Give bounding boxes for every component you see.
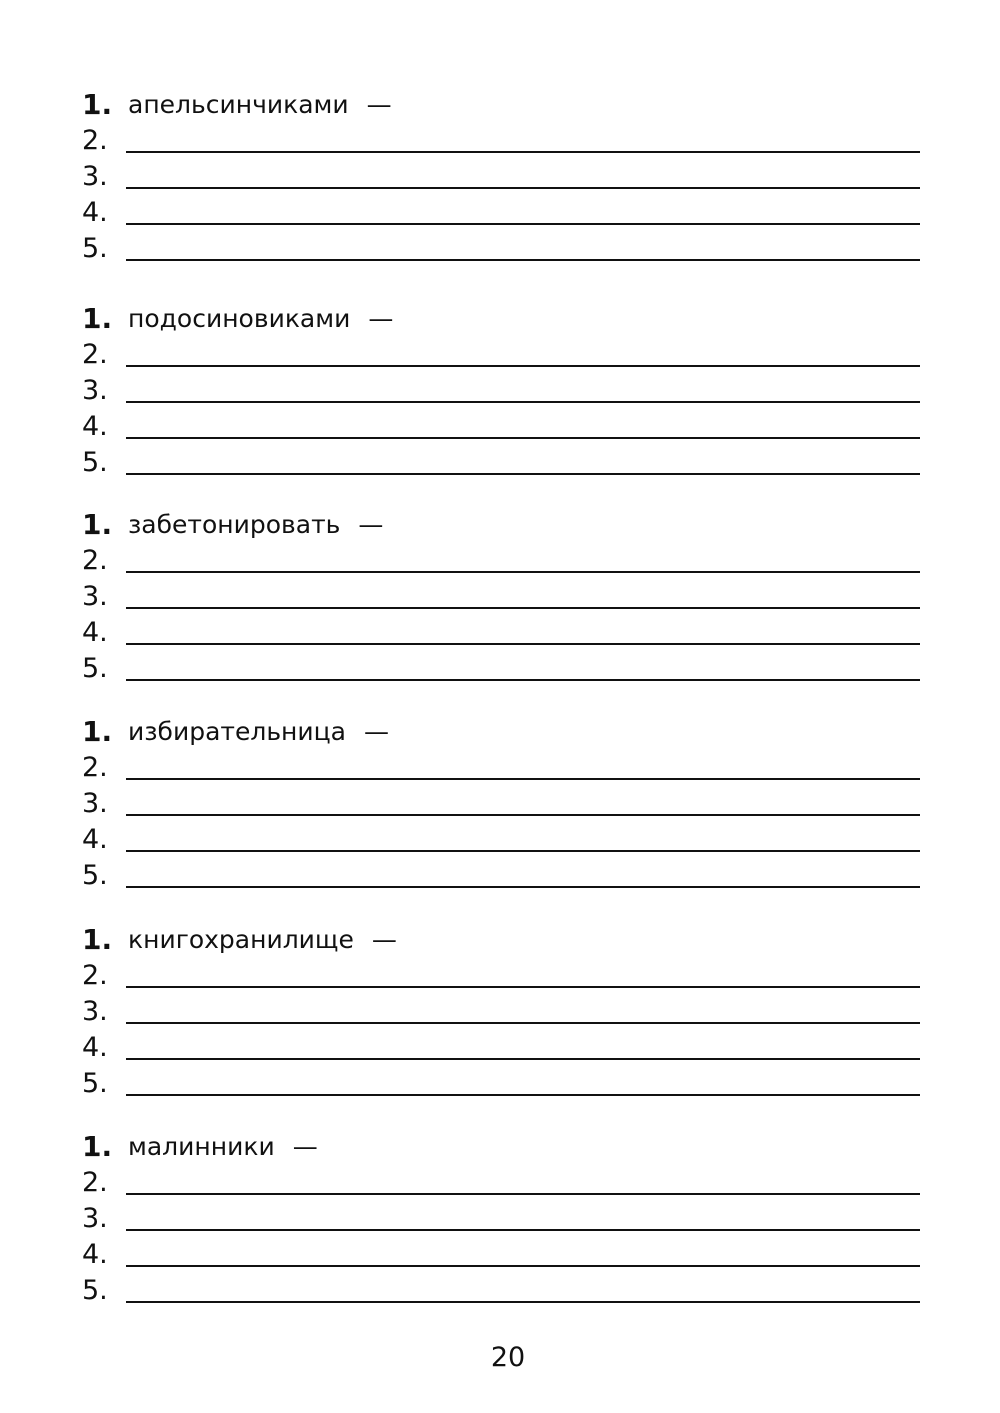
answer-row[interactable] (82, 991, 920, 1027)
exercise-heading (82, 500, 920, 540)
exercise-heading (82, 294, 920, 334)
item-number: 3. (82, 375, 108, 406)
answer-row[interactable] (82, 1198, 920, 1234)
answer-row[interactable] (82, 1234, 920, 1270)
answer-row[interactable] (82, 783, 920, 819)
item-number: 2. (82, 1167, 108, 1198)
answer-row[interactable] (82, 955, 920, 991)
item-number: 5. (82, 1068, 108, 1099)
answer-line[interactable] (126, 643, 920, 645)
answer-line[interactable] (126, 473, 920, 475)
answer-line[interactable] (126, 814, 920, 816)
dash: — (358, 510, 384, 539)
item-number: 5. (82, 1275, 108, 1306)
exercise-block (82, 80, 920, 264)
answer-line[interactable] (126, 986, 920, 988)
answer-row[interactable] (82, 370, 920, 406)
answer-line[interactable] (126, 259, 920, 261)
exercise-block (82, 707, 920, 891)
dash: — (292, 1132, 318, 1161)
answer-line[interactable] (126, 1301, 920, 1303)
answer-line[interactable] (126, 365, 920, 367)
item-number: 3. (82, 788, 108, 819)
exercise-block (82, 500, 920, 684)
answer-row[interactable] (82, 442, 920, 478)
exercise-word: апельсинчиками (128, 90, 349, 119)
answer-line[interactable] (126, 1265, 920, 1267)
item-number: 1. (82, 715, 113, 748)
answer-row[interactable] (82, 156, 920, 192)
item-number: 3. (82, 161, 108, 192)
item-number: 2. (82, 960, 108, 991)
item-number: 4. (82, 824, 108, 855)
item-number: 2. (82, 752, 108, 783)
item-number: 1. (82, 508, 113, 541)
answer-line[interactable] (126, 679, 920, 681)
item-number: 5. (82, 447, 108, 478)
dash: — (363, 717, 389, 746)
answer-line[interactable] (126, 1193, 920, 1195)
exercise-heading (82, 1122, 920, 1162)
answer-line[interactable] (126, 1094, 920, 1096)
item-number: 2. (82, 545, 108, 576)
exercise-word: избирательница (128, 717, 346, 746)
exercise-word: забетонировать (128, 510, 341, 539)
answer-row[interactable] (82, 1162, 920, 1198)
answer-row[interactable] (82, 576, 920, 612)
answer-line[interactable] (126, 607, 920, 609)
answer-row[interactable] (82, 819, 920, 855)
item-number: 5. (82, 233, 108, 264)
exercise-block (82, 915, 920, 1099)
answer-row[interactable] (82, 406, 920, 442)
answer-line[interactable] (126, 437, 920, 439)
answer-line[interactable] (126, 223, 920, 225)
item-number: 2. (82, 125, 108, 156)
answer-line[interactable] (126, 571, 920, 573)
exercise-word: подосиновиками (128, 304, 351, 333)
item-number: 1. (82, 88, 113, 121)
exercise-heading (82, 707, 920, 747)
answer-line[interactable] (126, 151, 920, 153)
answer-row[interactable] (82, 648, 920, 684)
answer-line[interactable] (126, 187, 920, 189)
answer-row[interactable] (82, 1270, 920, 1306)
answer-line[interactable] (126, 401, 920, 403)
item-number: 4. (82, 411, 108, 442)
answer-line[interactable] (126, 1058, 920, 1060)
dash: — (366, 90, 392, 119)
page-number: 20 (490, 1342, 526, 1373)
answer-row[interactable] (82, 747, 920, 783)
answer-row[interactable] (82, 192, 920, 228)
exercise-heading (82, 915, 920, 955)
item-number: 2. (82, 339, 108, 370)
exercise-word: малинники (128, 1132, 275, 1161)
answer-row[interactable] (82, 228, 920, 264)
answer-line[interactable] (126, 1229, 920, 1231)
answer-row[interactable] (82, 612, 920, 648)
item-number: 1. (82, 1130, 113, 1163)
answer-row[interactable] (82, 334, 920, 370)
item-number: 3. (82, 996, 108, 1027)
item-number: 4. (82, 1032, 108, 1063)
answer-row[interactable] (82, 855, 920, 891)
answer-row[interactable] (82, 120, 920, 156)
exercise-block (82, 294, 920, 478)
dash: — (371, 925, 397, 954)
item-number: 5. (82, 653, 108, 684)
item-number: 1. (82, 302, 113, 335)
item-number: 4. (82, 197, 108, 228)
exercise-heading (82, 80, 920, 120)
exercise-block (82, 1122, 920, 1306)
answer-row[interactable] (82, 1063, 920, 1099)
item-number: 4. (82, 1239, 108, 1270)
item-number: 4. (82, 617, 108, 648)
answer-row[interactable] (82, 1027, 920, 1063)
answer-line[interactable] (126, 1022, 920, 1024)
answer-line[interactable] (126, 850, 920, 852)
item-number: 3. (82, 1203, 108, 1234)
dash: — (368, 304, 394, 333)
answer-line[interactable] (126, 886, 920, 888)
item-number: 5. (82, 860, 108, 891)
item-number: 3. (82, 581, 108, 612)
exercise-word: книгохранилище (128, 925, 354, 954)
answer-line[interactable] (126, 778, 920, 780)
answer-row[interactable] (82, 540, 920, 576)
item-number: 1. (82, 923, 113, 956)
